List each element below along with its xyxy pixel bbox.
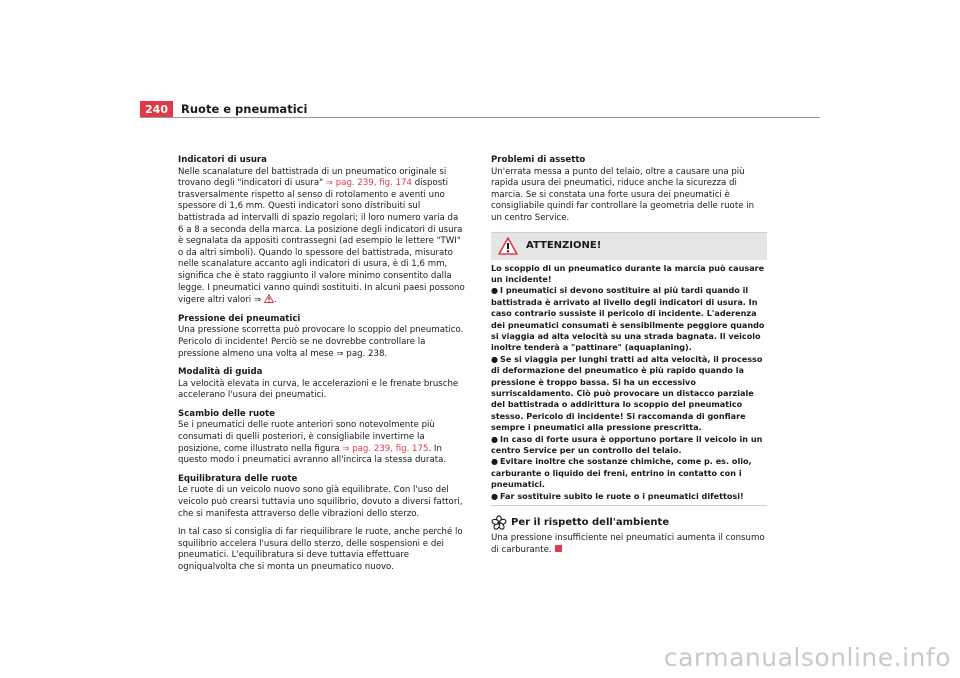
warning-intro: Lo scoppio di un pneumatico durante la marcia può causare un incidente! <box>491 262 765 284</box>
text-run: . In questo modo i pneumatici avranno all'incirca la stessa durata. <box>178 443 447 466</box>
right-column <box>491 155 767 563</box>
paragraph-tire-pressure: Una pressione scorretta può provocare lo scoppio del pneumatico. Pericolo di incidente! Perciò se ne dovrebbe controllare la pressione almeno una volta al mese ⇒ pag. 238. <box>178 325 464 359</box>
chapter-title: Ruote e pneumatici <box>181 102 308 116</box>
environment-header <box>491 515 767 531</box>
warning-bullet-text: Evitare inoltre che sostanze chimiche, come p. es. olio, carburante o liquido dei freni, entrino in contatto con i pneumatici. <box>491 456 752 490</box>
section-title-tire-pressure: Pressione dei pneumatici <box>178 313 301 324</box>
warning-bullet <box>491 456 767 490</box>
section-end-icon <box>555 545 562 552</box>
bullet-icon: ● <box>491 353 499 364</box>
text-run: Se i pneumatici delle ruote anteriori sono notevolmente più consumati di quelli posteriori, è consigliabile invertirne la posizione, come illustrato nella figura <box>178 420 435 454</box>
paragraph-wheel-balancing-1: Le ruote di un veicolo nuovo sono già equilibrate. Con l'uso del veicolo può crearsi tuttavia uno squilibrio, dovuto a diversi fattori, che si manifesta attraverso delle vibrazioni dello sterzo. <box>178 485 463 519</box>
text-run: disposti trasversalmente rispetto al senso di rotolamento e aventi uno spessore di 1,6 mm. Questi indicatori sono distribuiti sul battistrada ad intervalli di spazio regolari; il loro numero varia da 6 a 8 a seconda della marca. La posizione degli indicatori di usura è segnalata da appositi contrassegni (ad esempio le lettere "TWI" o da altri simboli). Quando lo spessore del battistrada, misurato nelle scanalature accanto agli indicatori di usura, è di 1,6 mm, significa che è stato raggiunto il valore minimo consentito dalla legge. I pneumatici vanno quindi sostituiti. In alcuni paesi possono vigere altri valori ⇒ <box>178 178 465 306</box>
warning-label: ATTENZIONE! <box>526 240 602 252</box>
paragraph-wheel-swap <box>178 420 465 466</box>
figure-link[interactable]: ⇒ pag. 239, fig. 175 <box>342 443 429 454</box>
watermark: carmanualsonline.info <box>663 643 951 672</box>
section-title-alignment: Problemi di assetto <box>491 155 586 165</box>
paragraph-driving-style: La velocità elevata in curva, le accelerazioni e le frenate brusche accelerano l'usura dei pneumatici. <box>178 378 459 401</box>
left-column <box>178 155 465 581</box>
warning-body <box>491 260 767 506</box>
figure-link[interactable]: ⇒ pag. 239, fig. 174 <box>325 178 412 189</box>
bullet-icon: ● <box>491 433 499 444</box>
warning-triangle-icon[interactable] <box>264 294 274 303</box>
section-title-wear-indicators: Indicatori di usura <box>178 155 267 165</box>
warning-box <box>491 232 767 507</box>
warning-triangle-icon <box>498 237 518 255</box>
page-number: 240 <box>140 101 173 118</box>
paragraph-wear-indicators <box>178 167 465 307</box>
warning-bullet-text: In caso di forte usura è opportuno portare il veicolo in un centro Service per un controllo del telaio. <box>491 433 763 456</box>
text-run: . <box>273 295 277 306</box>
warning-header <box>491 233 767 260</box>
warning-bullet <box>491 434 767 457</box>
header-divider <box>140 117 820 118</box>
section-title-wheel-swap: Scambio delle ruote <box>178 408 275 419</box>
paragraph-wheel-balancing-2: In tal caso si consiglia di far riequilibrare le ruote, anche perché lo squilibrio accelera l'usura dello sterzo, delle sospensioni e dei pneumatici. L'equilibratura si deve tuttavia effettuare ogniqualvolta che si monta un pneumatico nuovo. <box>178 527 463 572</box>
text-run: Una pressione insufficiente nei pneumatici aumenta il consumo di carburante. <box>491 533 765 555</box>
warning-bullet-text: I pneumatici si devono sostituire al più tardi quando il battistrada è arrivato al livello degli indicatori di usura. In caso contrario sussiste il pericolo di incidente. L'aderenza dei pneumatici consumati è sensibilmente peggiore quando si viaggia ad alta velocità su una strada bagnata. Il veicolo inoltre tenderà a "pattinare" (aquaplaning). <box>491 285 765 353</box>
environment-label: Per il rispetto dell'ambiente <box>511 517 670 529</box>
paragraph-environment <box>491 533 767 556</box>
text-run: Nelle scanalature del battistrada di un pneumatico originale si trovano degli "indicatori di usura" <box>178 166 447 189</box>
warning-bullet-text: Far sostituire subito le ruote o i pneumatici difettosi! <box>500 490 744 501</box>
warning-bullet <box>491 285 767 353</box>
warning-bullet <box>491 491 767 502</box>
bullet-icon: ● <box>491 285 499 296</box>
bullet-icon: ● <box>491 456 499 467</box>
section-title-driving-style: Modalità di guida <box>178 367 263 378</box>
warning-bullet-text: Se si viaggia per lunghi tratti ad alta velocità, il processo di deformazione del pneumatico è più rapido quando la pressione è troppo bassa. Si ha un eccessivo surriscaldamento. Ciò può provocare un distacco parziale del battistrada o addirittura lo scoppio del pneumatico stesso. Pericolo di incidente! Si raccomanda di gonfiare sempre i pneumatici alla pressione prescritta. <box>491 353 763 433</box>
paragraph-alignment: Un'errata messa a punto del telaio, oltre a causare una più rapida usura dei pneumatici, riduce anche la sicurezza di marcia. Se si constata una forte usura dei pneumatici è consigliabile quindi far controllare la geometria delle ruote in un centro Service. <box>491 166 755 223</box>
bullet-icon: ● <box>491 490 499 501</box>
environment-flower-icon <box>491 515 507 531</box>
warning-bullet <box>491 354 767 434</box>
section-title-wheel-balancing: Equilibratura delle ruote <box>178 473 298 484</box>
